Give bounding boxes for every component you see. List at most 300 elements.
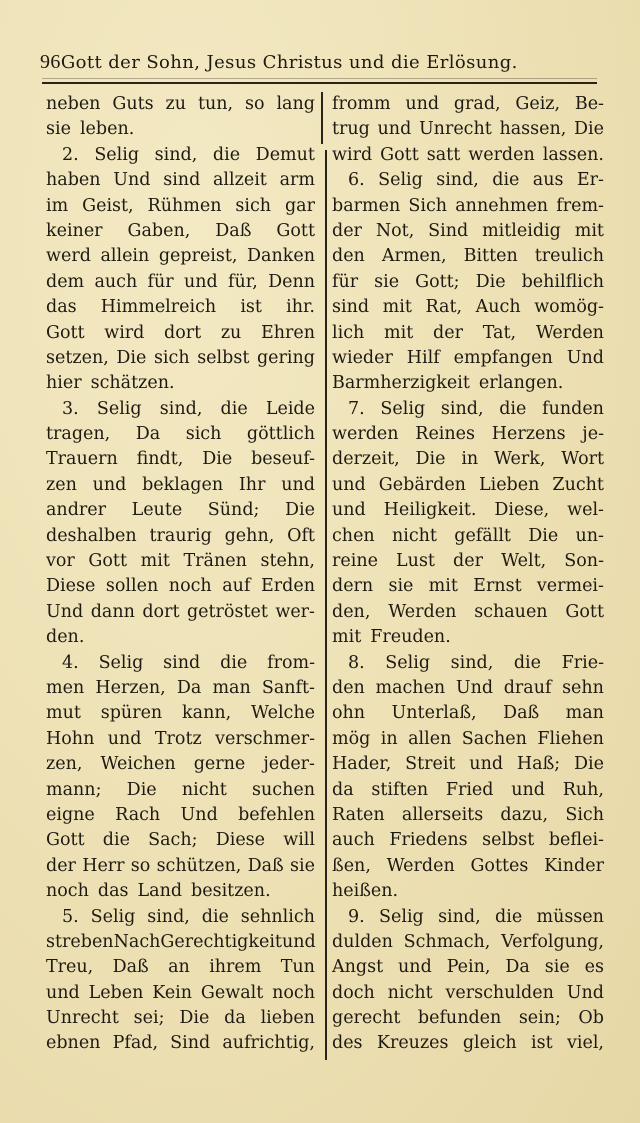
word: Oft (287, 525, 315, 546)
word: will (283, 830, 315, 851)
text-line (332, 981, 604, 1006)
word: Streit (405, 754, 456, 775)
word: mög (332, 728, 371, 749)
text-line (332, 879, 604, 904)
word: Und (180, 804, 218, 825)
word: gar (284, 195, 315, 216)
word: Leide (265, 398, 315, 419)
text-line (46, 244, 315, 269)
word: sind (163, 170, 201, 191)
word: Da (176, 677, 202, 698)
word: 5. (62, 906, 79, 927)
word: den, (332, 601, 371, 622)
word: zu (165, 94, 187, 114)
word: barmen (332, 195, 401, 216)
word: Rühmen (147, 195, 222, 216)
word: erlangen. (478, 373, 564, 394)
text-line (332, 473, 604, 498)
word: für, (228, 271, 258, 292)
word: Die (179, 1008, 210, 1029)
word: dann (90, 601, 135, 622)
word: heißen. (332, 881, 399, 902)
word: und (281, 474, 315, 495)
word: Herr (82, 855, 125, 876)
text-line (46, 498, 315, 523)
word: und (332, 474, 366, 495)
word: werd (46, 246, 91, 267)
word: Welt, (501, 551, 547, 572)
word: verschmer- (215, 728, 315, 749)
word: Land (137, 881, 183, 902)
word: und (281, 931, 316, 952)
word: Die (573, 754, 604, 775)
word: Gewalt (200, 982, 264, 1003)
word: sind (332, 297, 370, 318)
word: gefällt (454, 525, 511, 546)
word: funden (542, 398, 604, 419)
word: Unrecht (418, 119, 492, 140)
word: sind, (438, 906, 481, 927)
word: viel, (567, 1033, 604, 1054)
word: die (492, 170, 520, 191)
word: drauf (503, 677, 552, 698)
word: besitzen. (191, 881, 271, 902)
word: mit (382, 297, 412, 318)
word: schätzen. (90, 373, 175, 394)
word: mit (428, 576, 458, 597)
word: Ob (578, 1008, 604, 1029)
word: Heiligkeit. (383, 500, 477, 521)
word: Werden (386, 855, 455, 876)
word: es (584, 957, 604, 978)
word: beseuf- (251, 449, 315, 470)
word: des (332, 1033, 363, 1054)
word: tun, (197, 94, 234, 114)
header-rule (42, 82, 597, 84)
word: Und (46, 601, 84, 622)
text-line (46, 701, 315, 726)
word: selbst (482, 830, 535, 851)
text-line (332, 422, 604, 447)
word: an (168, 957, 190, 978)
word: Die (116, 347, 147, 368)
text-column-left (46, 92, 315, 1057)
word: nicht (181, 779, 227, 800)
word: Herzen, (95, 677, 166, 698)
word: Daß (215, 220, 252, 241)
word: Diese, (494, 500, 550, 521)
word: und (183, 271, 218, 292)
word: stiften (371, 779, 429, 800)
text-line (46, 625, 315, 650)
running-head-title: Gott der Sohn, Jesus Christus und die Erlösung. (60, 51, 518, 73)
word: ihr. (286, 297, 315, 318)
word: Freuden. (370, 627, 451, 648)
word: die (201, 906, 229, 927)
word: mit (332, 627, 362, 648)
word: machen (375, 677, 446, 698)
word: sie (290, 855, 315, 876)
word: werden (332, 424, 399, 445)
word: wer- (275, 601, 315, 622)
word: Selig (385, 652, 431, 673)
text-line (46, 981, 315, 1006)
word: und (511, 779, 545, 800)
word: jeder- (263, 754, 315, 775)
text-line (332, 955, 604, 980)
word: Schmach, (403, 931, 491, 952)
word: 6. (348, 170, 365, 191)
text-line (46, 92, 315, 117)
word: hier (46, 373, 82, 394)
word: Zucht (552, 474, 604, 495)
text-line (46, 828, 315, 853)
word: und (398, 957, 432, 978)
word: sie (46, 119, 71, 140)
word: lich (332, 322, 365, 343)
text-line (46, 879, 315, 904)
word: Gebärden (378, 474, 466, 495)
text-line (46, 778, 315, 803)
word: auch (332, 830, 375, 851)
word: nicht (391, 525, 437, 546)
word: keiner (46, 220, 103, 241)
column-divider-top (321, 92, 323, 144)
word: man (565, 703, 604, 724)
word: Frie- (561, 652, 604, 673)
word: so (130, 855, 151, 876)
word: Trotz (154, 728, 202, 749)
word: ist (240, 297, 262, 318)
text-line (332, 549, 604, 574)
word: 3. (62, 398, 79, 419)
word: Und (566, 347, 604, 368)
word: Welche (251, 703, 315, 724)
word: Weichen (100, 754, 176, 775)
word: Lieben (478, 474, 540, 495)
text-line (332, 676, 604, 701)
word: Die (285, 500, 315, 521)
text-line (46, 397, 315, 422)
word: sind, (440, 398, 484, 419)
text-line (46, 600, 315, 625)
word: Friedens (389, 830, 468, 851)
word: allein (100, 246, 150, 267)
word: für (147, 271, 174, 292)
word: Hilf (406, 347, 440, 368)
text-line (332, 803, 604, 828)
word: und (469, 754, 504, 775)
word: Unrecht (46, 1008, 119, 1029)
word: neben (46, 94, 101, 114)
word: sehnlich (240, 906, 315, 927)
word: das (46, 297, 77, 318)
word: vermei- (536, 576, 604, 597)
word: in (380, 728, 398, 749)
word: Die (415, 449, 446, 470)
text-line (332, 219, 604, 244)
word: lang (276, 94, 315, 114)
word: mit (574, 220, 604, 241)
word: der (433, 322, 463, 343)
word: allen (408, 728, 452, 749)
word: Die (126, 779, 157, 800)
word: Tränen (183, 551, 247, 572)
word: für (332, 271, 359, 292)
word: leben. (79, 119, 135, 140)
text-line (46, 1031, 315, 1056)
word: Reines (415, 424, 476, 445)
word: men (46, 677, 85, 698)
word: beklagen (142, 474, 224, 495)
word: Demut (255, 144, 315, 165)
word: aus (532, 170, 564, 191)
word: den (332, 677, 365, 698)
text-line (46, 930, 315, 955)
word: suchen (252, 779, 315, 800)
word: mit (384, 322, 414, 343)
word: mann; (46, 779, 102, 800)
word: deshalben (46, 525, 137, 546)
word: Da (505, 957, 530, 978)
word: ihrem (209, 957, 262, 978)
word: dort (164, 322, 202, 343)
text-line (46, 524, 315, 549)
word: Und (455, 677, 494, 698)
word: allerseits (401, 804, 484, 825)
text-line (46, 422, 315, 447)
text-line (332, 194, 604, 219)
text-line (332, 930, 604, 955)
word: Kein (152, 982, 193, 1003)
word: trug (332, 119, 370, 140)
word: Und (113, 170, 151, 191)
word: auch (94, 271, 138, 292)
word: Kreuzes (376, 1033, 449, 1054)
text-line (46, 549, 315, 574)
word: die (102, 830, 130, 851)
text-line (332, 498, 604, 523)
text-line (332, 828, 604, 853)
text-line (46, 295, 315, 320)
word: Rat, (425, 297, 463, 318)
text-line (332, 1031, 604, 1056)
text-line (46, 752, 315, 777)
word: Raten (332, 804, 385, 825)
text-line (332, 117, 604, 142)
word: auf (222, 576, 251, 597)
word: Himmelreich (100, 297, 217, 318)
word: 2. (62, 144, 79, 165)
word: die (495, 906, 523, 927)
text-line (46, 676, 315, 701)
word: je- (582, 424, 604, 445)
word: Sind (428, 220, 469, 241)
word: und (107, 728, 142, 749)
word: stehn, (260, 551, 315, 572)
word: Und (566, 982, 604, 1003)
word: setzen, (46, 347, 109, 368)
word: Angst (332, 957, 384, 978)
word: dazu, (500, 804, 549, 825)
word: Daß (112, 957, 149, 978)
text-line (332, 143, 604, 168)
word: sind, (154, 144, 198, 165)
word: satt (426, 144, 461, 165)
word: die (212, 144, 241, 165)
word: hassen, (499, 119, 567, 140)
word: schauen (474, 601, 548, 622)
header-rule-thin (42, 78, 597, 79)
word: Gott (380, 144, 419, 165)
word: Sachen (461, 728, 527, 749)
word: Not, (375, 220, 415, 241)
word: womög- (534, 297, 604, 318)
text-line (46, 574, 315, 599)
word: und (332, 500, 366, 521)
word: Die (573, 119, 604, 140)
word: beflei- (548, 830, 604, 851)
word: gerecht (332, 1008, 401, 1029)
word: sind, (147, 906, 190, 927)
word: da (224, 1008, 246, 1029)
word: Daß (503, 703, 540, 724)
word: Ihr (238, 474, 266, 495)
word: Selig (379, 906, 424, 927)
word: Gott (276, 220, 315, 241)
page-number: 96 (40, 50, 61, 73)
word: Ehren (260, 322, 315, 343)
text-line (332, 727, 604, 752)
word: Bitten (463, 246, 518, 267)
word: Armen, (381, 246, 447, 267)
text-line (46, 803, 315, 828)
word: und (92, 474, 127, 495)
word: Gaben, (127, 220, 191, 241)
word: behilflich (521, 271, 604, 292)
word: 8. (348, 652, 365, 673)
text-line (332, 168, 604, 193)
word: Kinder (544, 855, 604, 876)
word: das (97, 881, 129, 902)
word: ist (531, 1033, 553, 1054)
word: reine (332, 551, 378, 572)
text-line (46, 168, 315, 193)
word: 7. (348, 398, 365, 419)
word: andrer (46, 500, 106, 521)
word: Selig (90, 906, 136, 927)
word: Trauern (46, 449, 118, 470)
word: sei; (133, 1008, 165, 1029)
word: Gott (46, 322, 85, 343)
word: müssen (536, 906, 604, 927)
word: so (245, 94, 265, 114)
word: Sind (170, 1033, 211, 1054)
word: verschulden (445, 982, 554, 1003)
text-line (46, 473, 315, 498)
word: Gottes (470, 855, 529, 876)
word: doch (332, 982, 375, 1003)
word: Sach; (148, 830, 198, 851)
text-line (332, 244, 604, 269)
word: wird (332, 144, 373, 165)
text-line (332, 701, 604, 726)
word: Tat, (482, 322, 517, 343)
word: treulich (534, 246, 604, 267)
word: Ernst (473, 576, 522, 597)
text-line (46, 727, 315, 752)
text-line (46, 117, 315, 142)
word: dem (46, 271, 85, 292)
word: getröstet (186, 601, 268, 622)
word: und (405, 94, 440, 114)
word: Pein, (446, 957, 491, 978)
word: Gott (565, 601, 604, 622)
word: zu (220, 322, 242, 343)
word: kann, (182, 703, 232, 724)
word: Gott (46, 830, 85, 851)
word: Hohn (46, 728, 95, 749)
text-line (46, 194, 315, 219)
word: Geist, (82, 195, 134, 216)
word: Wort (561, 449, 604, 470)
text-line (332, 397, 604, 422)
word: Tun (280, 957, 315, 978)
word: Erden (261, 576, 315, 597)
word: empfangen (453, 347, 553, 368)
text-line (46, 955, 315, 980)
word: den (332, 246, 365, 267)
word: fromm (332, 94, 391, 114)
text-line (46, 651, 315, 676)
word: sie (388, 576, 414, 597)
text-line (46, 270, 315, 295)
text-line (332, 346, 604, 371)
word: chen (332, 525, 375, 546)
word: gehn, (224, 525, 275, 546)
word: lieben (260, 1008, 315, 1029)
text-line (332, 905, 604, 930)
word: ohn (332, 703, 366, 724)
word: arm (279, 170, 315, 191)
word: ßen, (332, 855, 371, 876)
word: Son- (564, 551, 604, 572)
word: Die (202, 449, 233, 470)
word: spüren (100, 703, 163, 724)
word: die (513, 652, 542, 673)
word: Die (528, 525, 559, 546)
word: sehn (562, 677, 604, 698)
word: den. (46, 627, 85, 648)
word: allzeit (213, 170, 267, 191)
text-line (46, 1006, 315, 1031)
running-head (40, 44, 518, 80)
word: from- (267, 652, 315, 673)
word: gepreist, (158, 246, 238, 267)
word: nicht (387, 982, 433, 1003)
word: Daß (247, 855, 284, 876)
word: wieder (332, 347, 393, 368)
word: die (220, 652, 248, 673)
word: und (46, 982, 80, 1003)
word: zen, (46, 754, 83, 775)
word: wird (104, 322, 145, 343)
word: Fried (445, 779, 494, 800)
word: Danken (247, 246, 315, 267)
word: findt, (136, 449, 184, 470)
word: Leben (88, 982, 144, 1003)
word: Selig (98, 652, 144, 673)
